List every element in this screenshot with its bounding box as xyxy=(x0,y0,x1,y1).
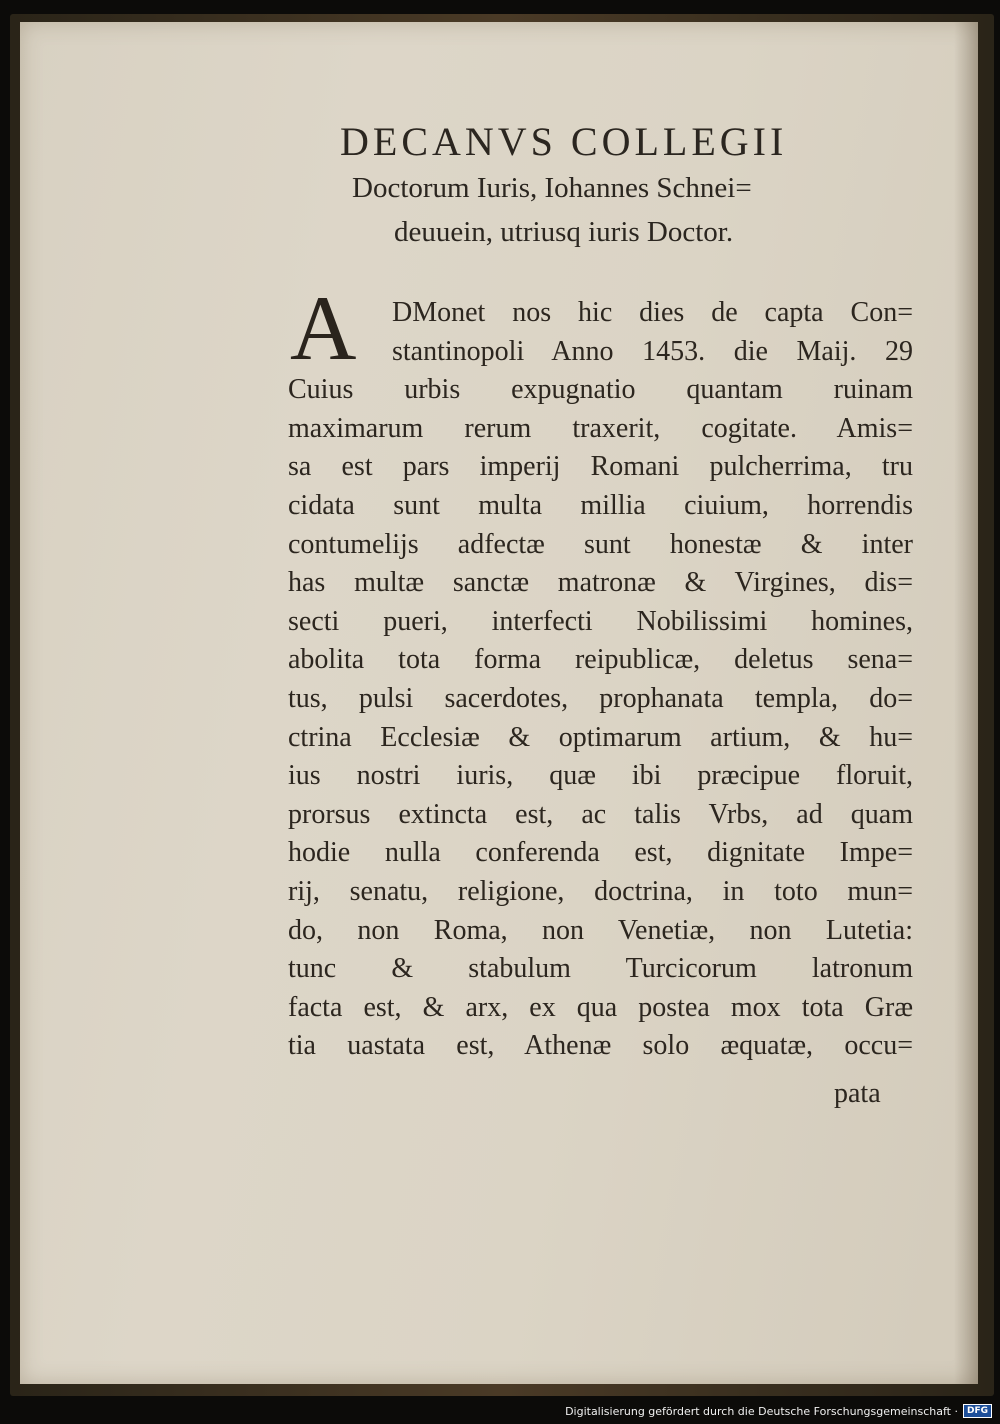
text-line: maximarum rerum traxerit, cogitate. Amis= xyxy=(288,412,913,444)
text-line: cidata sunt multa millia ciuium, horrendis xyxy=(288,489,913,521)
heading-subtitle-2: deuuein, utriusq iuris Doctor. xyxy=(394,216,734,248)
text-line: prorsus extincta est, ac talis Vrbs, ad quam xyxy=(288,798,913,830)
text-line: has multæ sanctæ matronæ & Virgines, dis= xyxy=(288,567,913,599)
heading-title: DECANVS COLLEGII xyxy=(340,119,788,164)
digitization-credit xyxy=(565,1404,992,1418)
text-line: rij, senatu, religione, doctrina, in toto mun= xyxy=(288,875,913,907)
page-heading xyxy=(340,118,880,254)
catchword: pata xyxy=(834,1078,881,1109)
text-line: secti pueri, interfecti Nobilissimi homines, xyxy=(288,605,913,637)
dfg-logo: DFG xyxy=(963,1404,992,1418)
drop-cap: A xyxy=(290,277,357,379)
text-line: DMonet nos hic dies de capta Con= xyxy=(392,297,913,328)
page-gutter-shadow xyxy=(954,22,978,1384)
text-line: tus, pulsi sacerdotes, prophanata templa, do= xyxy=(288,682,913,714)
text-line: Cuius urbis expugnatio quantam ruinam xyxy=(288,374,913,406)
text-line: ctrina Ecclesiæ & optimarum artium, & hu= xyxy=(288,721,913,753)
body-text xyxy=(288,294,913,1066)
text-line: facta est, & arx, ex qua postea mox tota Græ xyxy=(288,991,913,1023)
text-line: hodie nulla conferenda est, dignitate Impe= xyxy=(288,837,913,869)
text-line: tia uastata est, Athenæ solo æquatæ, occu= xyxy=(288,1030,913,1062)
text-line: abolita tota forma reipublicæ, deletus sena= xyxy=(288,644,913,676)
text-line: sa est pars imperij Romani pulcherrima, tru xyxy=(288,451,913,483)
text-line: contumelijs adfectæ sunt honestæ & inter xyxy=(288,528,913,560)
text-line: ius nostri iuris, quæ ibi præcipue floruit, xyxy=(288,760,913,792)
text-line: stantinopoli Anno 1453. die Maij. 29 xyxy=(392,335,913,367)
credit-text: Digitalisierung gefördert durch die Deutsche Forschungsgemeinschaft · xyxy=(565,1404,958,1418)
heading-subtitle-1: Doctorum Iuris, Iohannes Schnei= xyxy=(352,172,752,204)
text-line: tunc & stabulum Turcicorum latronum xyxy=(288,953,913,985)
text-line: do, non Roma, non Venetiæ, non Lutetia: xyxy=(288,914,913,946)
